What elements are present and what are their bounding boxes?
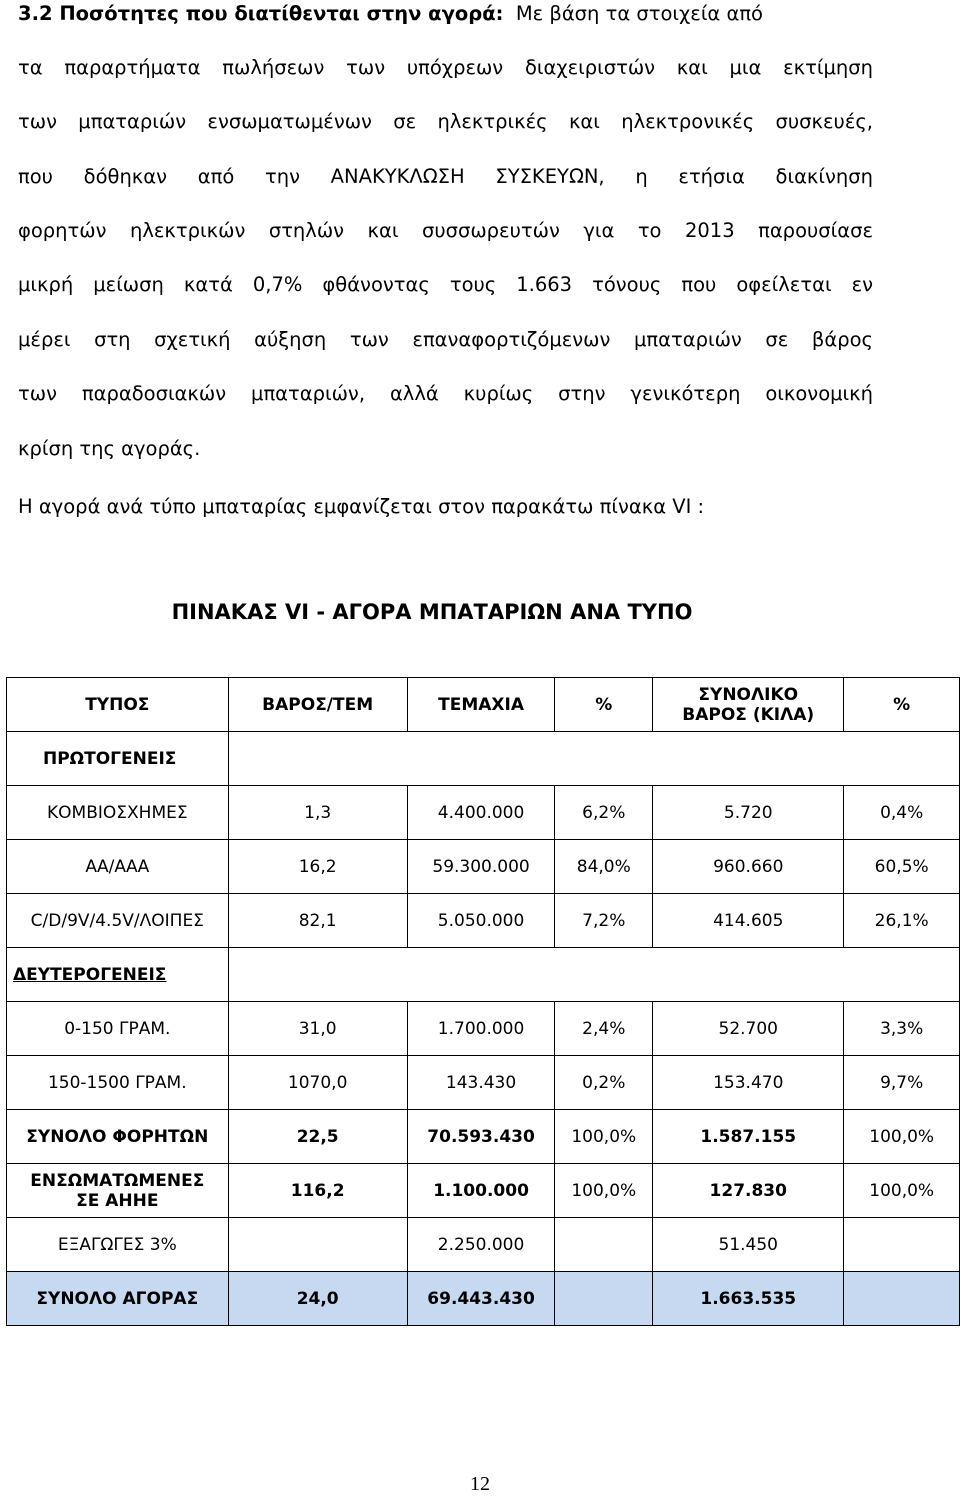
header-weight-per-unit: ΒΑΡΟΣ/ΤΕΜ: [228, 678, 407, 732]
table-intro: Η αγορά ανά τύπο μπαταρίας εμφανίζεται στον παρακάτω πίνακα VI :: [18, 495, 705, 518]
page-number: 12: [470, 1473, 490, 1495]
table-row: C/D/9V/4.5V/ΛΟΙΠΕΣ 82,1 5.050.000 7,2% 414.605 26,1%: [7, 894, 960, 948]
table-row: ΚΟΜΒΙΟΣΧΗΜΕΣ 1,3 4.400.000 6,2% 5.720 0,4%: [7, 786, 960, 840]
paragraph-line-6: μικρή μείωση κατά 0,7% φθάνοντας τους 1.663 τόνους που οφείλεται εν: [18, 273, 873, 296]
table-row: 0-150 ΓΡΑΜ. 31,0 1.700.000 2,4% 52.700 3,3%: [7, 1002, 960, 1056]
paragraph-line-5: φορητών ηλεκτρικών στηλών και συσσωρευτών για το 2013 παρουσίασε: [18, 219, 873, 242]
group-row-primary: [7, 732, 960, 786]
paragraph-line-1: 3.2 Ποσότητες που διατίθενται στην αγορά: Με βάση τα στοιχεία από: [18, 2, 763, 25]
group-row-secondary: [7, 948, 960, 1002]
header-total-weight: ΣΥΝΟΛΙΚΟ ΒΑΡΟΣ (ΚΙΛΑ): [653, 678, 844, 732]
header-units-percent: %: [555, 678, 653, 732]
paragraph-line-4: που δόθηκαν από την ΑΝΑΚΥΚΛΩΣΗ ΣΥΣΚΕΥΩΝ, η ετήσια διακίνηση: [18, 165, 873, 188]
header-units: ΤΕΜΑΧΙΑ: [407, 678, 555, 732]
table-header-row: [7, 678, 960, 732]
header-weight-percent: %: [844, 678, 960, 732]
paragraph-line-2: τα παραρτήματα πωλήσεων των υπόχρεων διαχειριστών και μια εκτίμηση: [18, 56, 873, 79]
header-type: ΤΥΠΟΣ: [7, 678, 229, 732]
paragraph-line-7: μέρει στη σχετική αύξηση των επαναφορτιζόμενων μπαταριών σε βάρος: [18, 328, 873, 351]
paragraph-line-9: κρίση της αγοράς.: [18, 437, 201, 460]
table-title: ΠΙΝΑΚΑΣ VI - ΑΓΟΡΑ ΜΠΑΤΑΡΙΩΝ ΑΝΑ ΤΥΠΟ: [171, 600, 693, 624]
paragraph-line-3: των μπαταριών ενσωματωμένων σε ηλεκτρικές και ηλεκτρονικές συσκευές,: [18, 110, 873, 133]
section-heading: 3.2 Ποσότητες που διατίθενται στην αγορά:: [18, 2, 504, 25]
table-row: 150-1500 ΓΡΑΜ. 1070,0 143.430 0,2% 153.470 9,7%: [7, 1056, 960, 1110]
group-label-secondary: ΔΕΥΤΕΡΟΓΕΝΕΙΣ: [7, 948, 229, 1002]
table-row: ΑΑ/ΑΑΑ 16,2 59.300.000 84,0% 960.660 60,5%: [7, 840, 960, 894]
embedded-row: ΕΝΣΩΜΑΤΩΜΕΝΕΣ ΣΕ ΑΗΗΕ 116,2 1.100.000 100,0% 127.830 100,0%: [7, 1164, 960, 1218]
group-label-primary: ΠΡΩΤΟΓΕΝΕΙΣ: [7, 732, 229, 786]
exports-row: ΕΞΑΓΩΓΕΣ 3% 2.250.000 51.450: [7, 1218, 960, 1272]
subtotal-row-portable: ΣΥΝΟΛΟ ΦΟΡΗΤΩΝ 22,5 70.593.430 100,0% 1.587.155 100,0%: [7, 1110, 960, 1164]
paragraph-line-8: των παραδοσιακών μπαταριών, αλλά κυρίως στην γενικότερη οικονομική: [18, 382, 873, 405]
total-market-row: ΣΥΝΟΛΟ ΑΓΟΡΑΣ 24,0 69.443.430 1.663.535: [7, 1272, 960, 1326]
battery-market-table: [6, 677, 960, 1326]
